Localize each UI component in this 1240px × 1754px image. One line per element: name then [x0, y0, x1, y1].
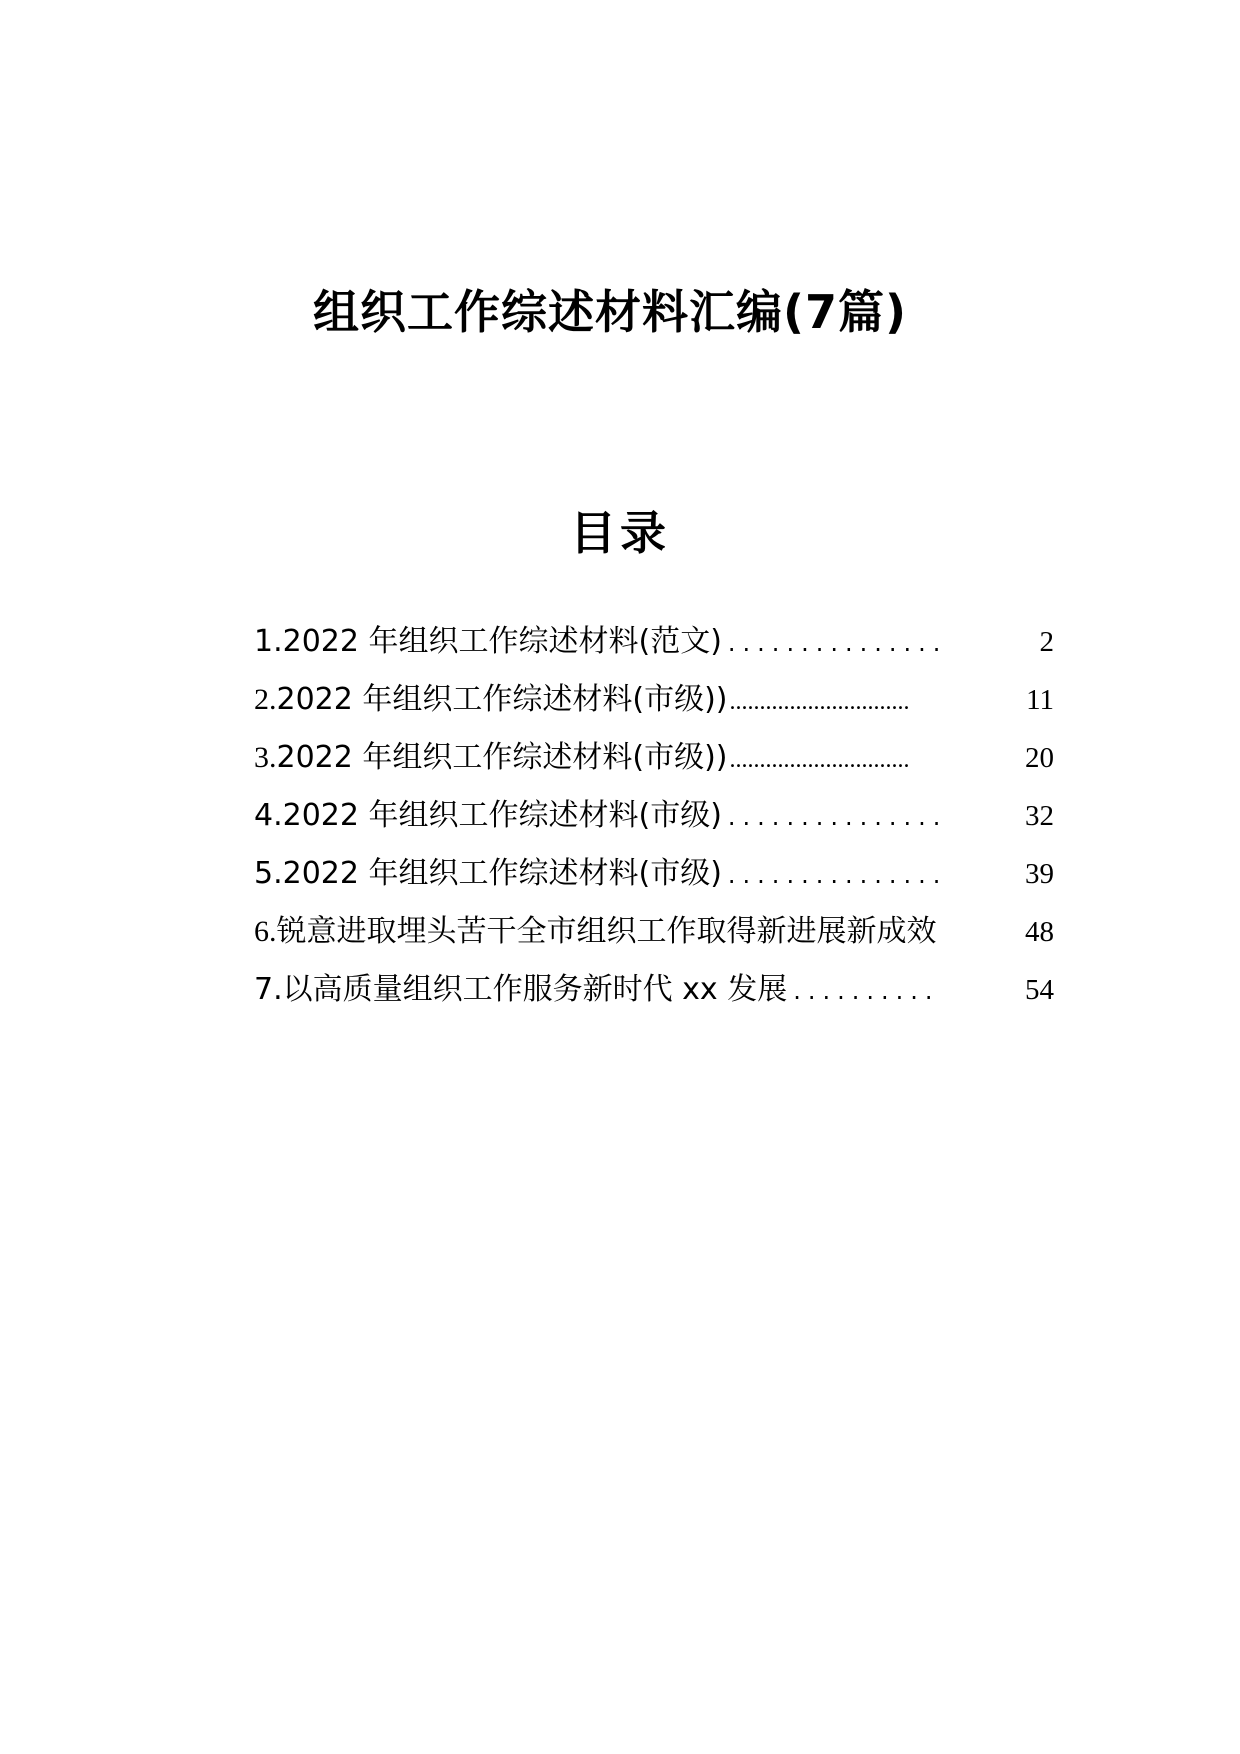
toc-page-number: 48	[1025, 916, 1054, 948]
toc-leader-dots: ...............	[727, 629, 948, 657]
toc-page-number: 20	[1025, 742, 1054, 774]
toc-leader-dots: ...............	[727, 861, 948, 889]
toc-entry-label: 5.2022 年组织工作综述材料(市级)	[254, 856, 722, 891]
toc-entry-1[interactable]	[254, 622, 1054, 680]
toc-entry-label: 1.2022 年组织工作综述材料(范文)	[254, 624, 722, 659]
toc-entry-label: 7.以高质量组织工作服务新时代 xx 发展	[254, 972, 788, 1007]
toc-entry-label: 3.2022 年组织工作综述材料(市级))	[254, 740, 728, 775]
toc-entry-5[interactable]	[254, 854, 1054, 912]
toc-page-number: 2	[1039, 626, 1054, 658]
toc-entry-label: 2.2022 年组织工作综述材料(市级))	[254, 682, 728, 717]
toc-leader-dots: ..........	[793, 977, 940, 1005]
toc-leader-dots: ...............	[727, 803, 948, 831]
toc-entry-label: 4.2022 年组织工作综述材料(市级)	[254, 798, 722, 833]
toc-page-number: 32	[1025, 800, 1054, 832]
toc-entry-3[interactable]	[254, 738, 1054, 796]
toc-heading: 目录	[570, 506, 670, 560]
toc-entry-7[interactable]	[254, 970, 1054, 1028]
toc-page-number: 39	[1025, 858, 1054, 890]
toc-entry-4[interactable]	[254, 796, 1054, 854]
toc-entry-6[interactable]	[254, 912, 1054, 970]
toc-page-number: 54	[1025, 974, 1054, 1006]
toc-leader-dots: ..............................	[729, 747, 910, 773]
toc-page-number: 11	[1026, 684, 1054, 716]
document-title: 组织工作综述材料汇编(7篇)	[312, 285, 908, 339]
toc-entry-label: 6.锐意进取埋头苦干全市组织工作取得新进展新成效	[254, 914, 937, 949]
toc-entry-2[interactable]	[254, 680, 1054, 738]
table-of-contents	[254, 622, 1054, 1028]
toc-leader-dots: ..............................	[729, 689, 910, 715]
